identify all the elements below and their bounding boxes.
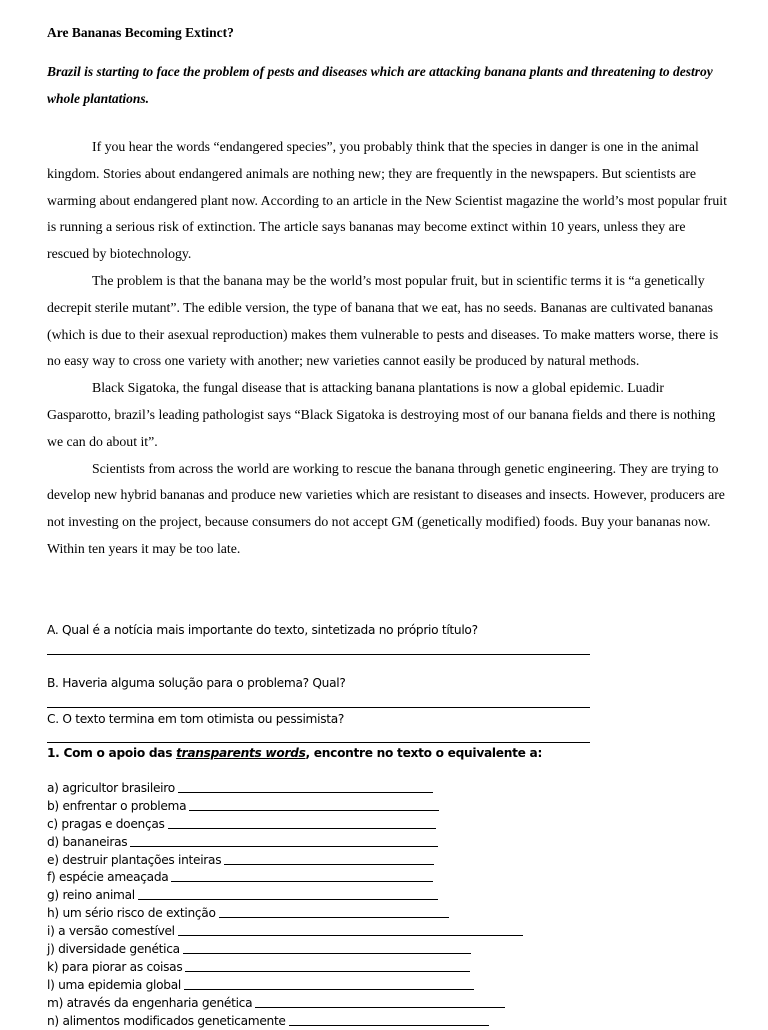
item-label: l) uma epidemia global — [47, 977, 181, 992]
list-item — [47, 923, 523, 941]
item-label: e) destruir plantações inteiras — [47, 852, 222, 867]
paragraph: Scientists from across the world are working to rescue the banana through genetic engineering. They are trying to develop new hybrid bananas and produce new varieties which are resistant to diseases and insects. However, producers are not investing on the project, because consumers do not accept GM (genetically modified) foods. Buy your bananas now. Within ten years it may be too late. — [47, 460, 725, 556]
document-title: Are Bananas Becoming Extinct? — [47, 25, 234, 40]
answer-line-a[interactable] — [47, 654, 590, 655]
answer-blank[interactable] — [185, 971, 470, 972]
item-label: d) bananeiras — [47, 834, 128, 849]
exercise-instruction — [47, 744, 542, 762]
item-label: a) agricultor brasileiro — [47, 781, 175, 795]
answer-blank[interactable] — [189, 810, 439, 811]
list-item — [47, 780, 523, 798]
list-item — [47, 852, 523, 870]
answer-blank[interactable] — [183, 953, 471, 954]
list-item — [47, 941, 523, 959]
item-label: f) espécie ameaçada — [47, 870, 169, 885]
answer-line-c[interactable] — [47, 742, 590, 743]
vocabulary-list — [47, 780, 523, 1030]
question-b: B. Haveria alguma solução para o problema? Qual? — [47, 676, 346, 690]
list-item — [47, 816, 523, 834]
document-subtitle: Brazil is starting to face the problem of pests and diseases which are attacking banana plants and threatening to destroy whole plantations. — [47, 64, 713, 106]
list-item — [47, 977, 523, 995]
item-label: j) diversidade genética — [47, 942, 180, 957]
answer-blank[interactable] — [178, 792, 433, 793]
answer-blank[interactable] — [171, 881, 433, 882]
list-item — [47, 798, 523, 816]
answer-blank[interactable] — [224, 864, 434, 865]
question-c: C. O texto termina em tom otimista ou pessimista? — [47, 712, 345, 726]
paragraph: If you hear the words “endangered species”, you probably think that the species in danger is one in the animal kingdom. Stories about endangered animals are nothing new; they are frequently in the newspapers. But scientists are warming about endangered plant now. According to an article in the New Scientist magazine the world’s most popular fruit is running a serious risk of extinction. The article says bananas may become extinct within 10 years, unless they are rescued by biotechnology. — [47, 139, 727, 262]
item-label: k) para piorar as coisas — [47, 959, 183, 974]
answer-blank[interactable] — [178, 935, 523, 936]
answer-blank[interactable] — [130, 846, 438, 847]
instruction-prefix: 1. Com o apoio das — [47, 746, 177, 760]
instruction-emphasis: transparents words — [176, 746, 306, 760]
item-label: g) reino animal — [47, 888, 135, 903]
answer-blank[interactable] — [255, 1007, 505, 1008]
paragraph: The problem is that the banana may be the world’s most popular fruit, but in scientific terms it is “a genetically decrepit sterile mutant”. The edible version, the type of banana that we eat, has no seeds. Bananas are cultivated bananas (which is due to their asexual reproduction) makes them vulnerable to pests and diseases. To make matters worse, there is no easy way to cross one variety with another; new varieties cannot easily be produced by natural methods. — [47, 272, 719, 369]
list-item — [47, 834, 523, 852]
item-label: m) através da engenharia genética — [47, 995, 253, 1010]
article-body — [47, 134, 731, 563]
answer-line-b[interactable] — [47, 707, 590, 708]
instruction-suffix: , encontre no texto o equivalente a: — [305, 746, 543, 760]
item-label: c) pragas e doenças — [47, 816, 165, 831]
answer-blank[interactable] — [168, 828, 436, 829]
answer-blank[interactable] — [138, 899, 438, 900]
list-item — [47, 1013, 523, 1030]
item-label: h) um sério risco de extinção — [47, 906, 216, 921]
item-label: b) enfrentar o problema — [47, 798, 187, 813]
list-item — [47, 905, 523, 923]
list-item — [47, 959, 523, 977]
item-label: n) alimentos modificados geneticamente — [47, 1013, 286, 1028]
question-a: A. Qual é a notícia mais importante do texto, sintetizada no próprio título? — [47, 623, 478, 637]
answer-blank[interactable] — [184, 989, 474, 990]
list-item — [47, 869, 523, 887]
answer-blank[interactable] — [219, 917, 449, 918]
paragraph: Black Sigatoka, the fungal disease that is attacking banana plantations is now a global epidemic. Luadir Gasparotto, brazil’s leading pathologist says “Black Sigatoka is destroying most of our banana fields and there is nothing we can do about it”. — [47, 380, 716, 449]
item-label: i) a versão comestível — [47, 924, 175, 939]
list-item — [47, 887, 523, 905]
list-item — [47, 995, 523, 1013]
answer-blank[interactable] — [289, 1025, 489, 1026]
